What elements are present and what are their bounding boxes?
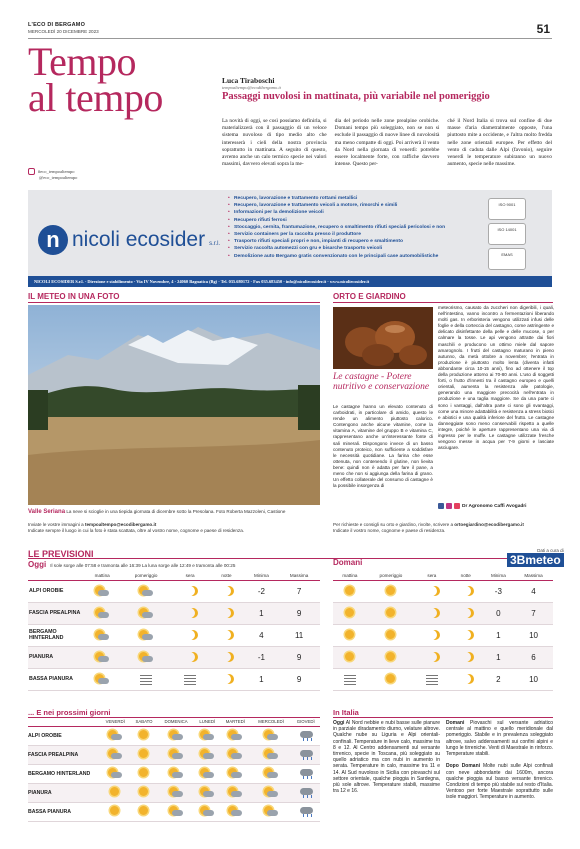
masthead: L'ECO DI BERGAMO [28, 22, 86, 28]
weather-cell [100, 764, 130, 783]
max-temp: 9 [278, 602, 320, 624]
max-temp: 9 [278, 646, 320, 668]
weather-cell [100, 802, 130, 821]
orto-text-left: Le castagne hanno un elevato contenuto di carboidrati, in particolare di amido, questo le rende un alimento piuttosto calorico. Contengono anche alcune vitamine, come la vitamina A, vitamine del gruppo B e vitamina C, rappresentano anche un'interessante fonte di sali minerali. Dispongono invece di un basso contenuto proteico, non sufficiente a soddisfare le necessità quotidiane. La farina che esse ottenuta, non contenendo il glutine, non lievita bene: quindi non è adatta per fare il pane, a meno che non si aggiunga della farina di grano. Un effetto collaterale del consumo di castagne è la possibile insorgenza di [333, 404, 433, 489]
sun-icon [383, 585, 399, 597]
next-days-heading: ... E nei prossimi giorni [28, 708, 111, 717]
max-temp: 10 [514, 668, 553, 690]
today-forecast-table [28, 572, 320, 691]
forecast-row [333, 646, 553, 668]
weather-cell [120, 602, 172, 624]
sun-icon [342, 651, 358, 663]
section-title-line2: al tempo [28, 75, 163, 120]
weather-cell [367, 580, 415, 602]
sun-cloud-icon [227, 805, 243, 817]
section-title [28, 39, 163, 120]
photo-invite: Inviate le vostre immagini a tempoaltempo@ecodibergamo.it Indicate sempre il luogo in cui la foto è stata scattata, oltre al vostro nome, cognome e paese di residenza. [28, 522, 245, 533]
weather-cell [415, 668, 449, 690]
ad-brand: nicoli ecosider [72, 228, 206, 251]
ad-service: • Recupero, lavorazione e trattamento veicoli a motore, rimorchi e simili [228, 202, 478, 209]
rain-icon [298, 729, 314, 741]
weather-cell [120, 624, 172, 646]
max-temp: 4 [514, 580, 553, 602]
sun-icon [383, 651, 399, 663]
ad-service: • Recupero rifiuti ferrosi [228, 217, 478, 224]
next-days-row [28, 745, 320, 764]
sun-cloud-icon [263, 786, 279, 798]
place-name: ALPI OROBIE [28, 726, 100, 745]
italy-column-2: Domani Piovaschi sul versante adriatico centrale al mattino e quello meridionale dal pomeriggio. Stabile e in prevalenza soleggiato altrove, salvo addensamenti sui confini alpini e lungo le tirreniche. Venti di Maestrale in rinforzo. Temperature stabili. Dopo Domani Molte nubi sulle Alpi confinali con neve abbondante dai 1600m, ancora qualche pioggia sul basso versante tirrenico. Condizioni di tempo più stabile sul resto d'Italia. Ventoso per forte Maestrale soprattutto sulle isole maggiori. Temperature in aumento. [446, 720, 553, 801]
fog-icon [424, 673, 440, 685]
weather-cell [333, 624, 367, 646]
sun-icon [107, 786, 123, 798]
moon-icon [424, 651, 440, 663]
next-days-row [28, 783, 320, 802]
invite-email-link[interactable]: tempoaltempo@ecodibergamo.it [84, 522, 157, 527]
col-header: sera [415, 572, 449, 580]
sun-cloud-icon [168, 786, 184, 798]
forecast-row [333, 668, 553, 690]
forecast-row [333, 580, 553, 602]
forecast-row [28, 646, 320, 668]
italy-forecast [333, 720, 553, 801]
next-days-table [28, 718, 320, 822]
next-days-row [28, 802, 320, 821]
moon-icon [218, 585, 234, 597]
col-header: sera [172, 572, 208, 580]
weather-cell [449, 602, 483, 624]
col-header: notte [208, 572, 244, 580]
ad-service: • Servizio containers per la raccolta presso il produttore [228, 231, 478, 238]
weather-cell [449, 624, 483, 646]
weather-cell [84, 580, 120, 602]
weather-cell [84, 646, 120, 668]
sun-cloud-icon [107, 767, 123, 779]
weather-cell [120, 668, 172, 690]
provider-logo [507, 548, 564, 567]
sun-cloud-icon [227, 786, 243, 798]
weather-cell [251, 802, 292, 821]
sun-cloud-icon [94, 651, 110, 663]
sun-icon [342, 585, 358, 597]
ad-service: • Demolizione auto Bergamo gratis convenzionato con le principali case automobilistiche [228, 253, 478, 260]
ad-logo-mark: n [38, 225, 68, 255]
weather-cell [291, 726, 320, 745]
weather-cell [333, 668, 367, 690]
sun-icon [136, 767, 152, 779]
day-header: DOMENICA [158, 718, 195, 726]
instagram-icon [28, 168, 35, 175]
fog-icon [182, 673, 198, 685]
provider-name: 3Bmeteo [507, 553, 564, 567]
weather-cell [208, 624, 244, 646]
issue-date: MERCOLEDÌ 20 DICEMBRE 2023 [28, 29, 99, 34]
sun-cloud-icon [263, 729, 279, 741]
article-author: Luca Tiraboschi [222, 76, 275, 85]
forecast-row [333, 624, 553, 646]
col-header: notte [449, 572, 483, 580]
weather-cell [291, 764, 320, 783]
provider-caption: Dati a cura di [537, 548, 564, 553]
caption-place: Valle Seriana [28, 509, 66, 515]
moon-icon [182, 607, 198, 619]
day-header: MERCOLEDÌ [251, 718, 292, 726]
weather-cell [251, 764, 292, 783]
sun-icon [383, 607, 399, 619]
moon-icon [424, 585, 440, 597]
moon-icon [218, 651, 234, 663]
italy-heading: In Italia [333, 708, 359, 717]
weather-cell [208, 668, 244, 690]
next-days-row [28, 764, 320, 783]
place-name: PIANURA [28, 783, 100, 802]
min-temp: 1 [245, 668, 279, 690]
weather-cell [172, 602, 208, 624]
min-temp: 1 [483, 646, 514, 668]
web-icon [454, 503, 460, 509]
col-header: Minima [483, 572, 514, 580]
sun-cloud-icon [107, 729, 123, 741]
weather-cell [449, 646, 483, 668]
weather-cell [195, 802, 220, 821]
moon-icon [218, 629, 234, 641]
sun-cloud-icon [138, 607, 154, 619]
sun-cloud-icon [138, 651, 154, 663]
weather-cell [195, 764, 220, 783]
min-temp: 1 [245, 602, 279, 624]
col-header: Massima [278, 572, 320, 580]
sun-cloud-icon [94, 673, 110, 685]
weather-cell [251, 783, 292, 802]
sun-cloud-icon [263, 805, 279, 817]
col-header: Massima [514, 572, 553, 580]
moon-icon [458, 651, 474, 663]
weather-cell [220, 802, 251, 821]
min-temp: 1 [483, 624, 514, 646]
twitter-handle: @eco_tempoaltempo [39, 175, 78, 180]
weather-cell [333, 646, 367, 668]
weather-cell [333, 602, 367, 624]
sun-cloud-icon [199, 805, 215, 817]
sun-icon [342, 607, 358, 619]
max-temp: 7 [514, 602, 553, 624]
weather-cell [291, 802, 320, 821]
weather-cell [220, 783, 251, 802]
chestnut-photo [333, 307, 433, 369]
orto-title: Le castagne - Potere nutritivo e conservazione [333, 372, 430, 392]
weather-cell [130, 783, 157, 802]
col-header: pomeriggio [367, 572, 415, 580]
col-header: pomeriggio [120, 572, 172, 580]
weather-cell [415, 624, 449, 646]
max-temp: 11 [278, 624, 320, 646]
instagram-handle: #eco_tempoaltempo [28, 168, 75, 175]
ad-service: • Recupero, lavorazione e trattamento rottami metallici [228, 195, 478, 202]
sun-cloud-icon [168, 805, 184, 817]
certification-badge: ISO 9001 [488, 198, 526, 220]
weather-cell [367, 646, 415, 668]
weather-cell [251, 745, 292, 764]
min-temp: 0 [483, 602, 514, 624]
day-header: SABATO [130, 718, 157, 726]
weather-cell [84, 668, 120, 690]
min-temp: -2 [245, 580, 279, 602]
author-email: tempoaltempo@ecodibergamo.it [222, 85, 281, 90]
sun-cloud-icon [138, 629, 154, 641]
weather-cell [100, 745, 130, 764]
weather-cell [220, 726, 251, 745]
weather-cell [449, 668, 483, 690]
weather-cell [100, 783, 130, 802]
fog-icon [138, 673, 154, 685]
article-column-1: La novità di oggi, se così possiamo definirla, si materializzerà con il passaggio di un veloce sistema nuvoloso di tipo medio alto che interesserà i cieli della nostra provincia soprattutto in mattinata. A seguito di questo, avremo anche un calo termico specie nei valori massimi, davvero elevati sopra la me- [222, 118, 327, 168]
place-name: BASSA PIANURA [28, 668, 84, 690]
day-header: MARTEDÌ [220, 718, 251, 726]
italy-column-1: Oggi Al Nord nebbie e nubi basse sulle pianure in parziale diradamento diurno, velature altrove. Qualche nube su Liguria e Alpi orientali-confinali. Temperature in lieve calo, massime tra 8 e 12. Al Centro addensamenti sul versante tirrenico, specie in Toscana, più soleggiato su quello adriatico ma con nubi in aumento in serata. Temperature in calo, massime tra 11 e 14. Al Sud nuvoloso in Sicilia con piovaschi sul settore orientale, qualche pioggia in Sardegna, più sole altrove. Temperature stabili, massime tra 12 e 16. [333, 720, 440, 795]
sun-icon [136, 786, 152, 798]
sun-cloud-icon [263, 748, 279, 760]
ad-logo [38, 225, 220, 255]
orto-text-right: meteorismo, causato da zuccheri non digeribili, i quali, nell'intestino, vanno incontro a fermentazioni liberando molti gas. In erboristeria vengono utilizzati infusi delle foglie e della corteccia del castagno, come astringente e delicato disinfettante della pelle e delle mucose, o per calmare la tosse. Le api vengono attratte dai fiori maschili e producono un ottimo miele dal sapore amarognolo. I frutti del castagno maturano in pieno autunno, da metà ottobre a novembre; l'entrata in produzione è piuttosto molto lenta (diventa infatti abbondante circa 10-15 anni), fino ad ottenere il top della produzione attorno ai 70-80 anni. L'uso di soggetti forti, o frutto d'innesti tra il castagno europeo e quelli orientali, aumenta la resistenza alle patologie, generando una maggiore precocità nell'entrata in produzione e una taglia maggiore. Se da una parte ci sono i vantaggi, dall'altra parte ci sono gli svantaggi, come una minore adattabilità e resistenza a stress biotici e abiotici e una qualità inferiore del frutto. Le castagne danneggiate sono meno conservabili rispetto a quelle integre, poiché le aperture rappresentano una via di ingresso per le muffe. Le castagne utilizzate fresche vengono messe in acqua per 7-9 giorni e lasciate asciugare. [438, 305, 554, 451]
weather-cell [172, 668, 208, 690]
weather-cell [130, 745, 157, 764]
certification-badge: ISO 14001 [488, 223, 526, 245]
ad-footer: NICOLI ECOSIDER S.r.l. - Direzione e stabilimento - Via IV Novembre, 4 - 24060 Bagnatica (Bg) - Tel. 035.680172 - Fax 035.683450 - info@nicoliecosider.it - www.nicoliecosider.it [28, 276, 552, 287]
min-temp: 4 [245, 624, 279, 646]
weather-cell [195, 745, 220, 764]
forecast-heading: LE PREVISIONI [28, 549, 94, 559]
place-name: FASCIA PREALPINA [28, 602, 84, 624]
moon-icon [182, 651, 198, 663]
moon-icon [458, 629, 474, 641]
sun-cloud-icon [199, 748, 215, 760]
ad-brand-suffix: s.r.l. [209, 241, 221, 247]
rain-icon [298, 805, 314, 817]
weather-cell [158, 726, 195, 745]
min-temp: -3 [483, 580, 514, 602]
weather-cell [130, 802, 157, 821]
moon-icon [458, 585, 474, 597]
day-header: GIOVEDÌ [291, 718, 320, 726]
weather-cell [333, 580, 367, 602]
place-name: BASSA PIANURA [28, 802, 100, 821]
today-header [28, 560, 235, 569]
day-header: VENERDÌ [100, 718, 130, 726]
weather-cell [84, 624, 120, 646]
place-name: BERGAMO HINTERLAND [28, 764, 100, 783]
sun-cloud-icon [107, 748, 123, 760]
orto-email-link[interactable]: ortoegiardino@ecodibergamo.it [454, 522, 524, 527]
ad-services [228, 195, 478, 260]
place-name: FASCIA PREALPINA [28, 745, 100, 764]
caption-text: La neve si scioglie in una tiepida giornata di dicembre sotto la Presolana. Foto Roberta Mazzoleni, Castione [66, 509, 286, 514]
chestnut-illustration [333, 307, 433, 369]
weather-cell [449, 580, 483, 602]
moon-icon [218, 607, 234, 619]
weather-cell [208, 580, 244, 602]
forecast-row [28, 602, 320, 624]
sun-icon [383, 629, 399, 641]
section-rule [333, 302, 553, 303]
ad-service: • Stoccaggio, cernita, frantumazione, recupero o smaltimento rifiuti speciali pericolosi e non [228, 224, 478, 231]
max-temp: 9 [278, 668, 320, 690]
weather-cell [130, 764, 157, 783]
ad-service: • Informazioni per la demolizione veicoli [228, 209, 478, 216]
moon-icon [458, 607, 474, 619]
weather-cell [195, 783, 220, 802]
moon-icon [182, 629, 198, 641]
sun-cloud-icon [227, 729, 243, 741]
weather-cell [195, 726, 220, 745]
weather-cell [415, 580, 449, 602]
article-column-3: ché il Nord Italia si trova sul confine di due masse d'aria diametralmente opposte, l'una piuttosto mite a occidente, e l'altra molto fredda nelle zone orientali europee. Per effetto del vento di caduta dalle Alpi (favonio), seguire venerdì le temperature subiranno un nuovo aumento, specie nelle massime. [447, 118, 553, 168]
instagram-icon [446, 503, 452, 509]
max-temp: 10 [514, 624, 553, 646]
col-header: mattina [333, 572, 367, 580]
sun-icon [136, 729, 152, 741]
forecast-row [28, 668, 320, 690]
place-name: BERGAMO HINTERLAND [28, 624, 84, 646]
tomorrow-forecast-table [333, 572, 553, 691]
article-headline: Passaggi nuvolosi in mattinata, più variabile nel pomeriggio [222, 91, 490, 102]
weather-cell [120, 646, 172, 668]
weather-cell [130, 726, 157, 745]
forecast-row [333, 602, 553, 624]
photo-caption [28, 509, 320, 515]
sun-cloud-icon [199, 767, 215, 779]
weather-cell [172, 646, 208, 668]
today-label: Oggi [28, 560, 47, 569]
moon-icon [424, 629, 440, 641]
meteo-foto-heading: IL METEO IN UNA FOTO [28, 292, 120, 301]
moon-icon [458, 673, 474, 685]
weather-cell [158, 783, 195, 802]
facebook-icon [438, 503, 444, 509]
place-name: ALPI OROBIE [28, 580, 84, 602]
weather-cell [84, 602, 120, 624]
orto-invite: Per richieste e consigli su orto e giardino, rivolte, scrivere a ortoegiardino@ecodibergamo.it Indicate il vostro nome, cognome e paese di residenza. [333, 522, 524, 533]
col-header: Minima [245, 572, 279, 580]
rain-icon [298, 748, 314, 760]
sun-icon [342, 629, 358, 641]
moon-icon [182, 585, 198, 597]
weather-cell [158, 764, 195, 783]
weather-cell [220, 764, 251, 783]
moon-icon [424, 607, 440, 619]
article-column-2: dia del periodo nelle zone prealpine orobiche. Domani tempo più soleggiato, non se non si esclude il passaggio di nuove linee di nuvolosità ma meno compatte di oggi. Poi arriverà il vento da Nord nella giornata di venerdì: potrebbe essere localmente forte, con raffiche davvero intense. Questo per- [334, 118, 440, 168]
orto-heading: ORTO E GIARDINO [333, 292, 406, 301]
sun-cloud-icon [227, 748, 243, 760]
sun-cloud-icon [94, 607, 110, 619]
max-temp: 6 [514, 646, 553, 668]
col-header: mattina [84, 572, 120, 580]
sun-cloud-icon [199, 729, 215, 741]
landscape-illustration [28, 305, 320, 505]
weather-cell [291, 745, 320, 764]
weather-cell [172, 624, 208, 646]
sun-cloud-icon [168, 729, 184, 741]
next-days-row [28, 726, 320, 745]
rain-icon [298, 786, 314, 798]
sun-icon [383, 673, 399, 685]
sun-cloud-icon [227, 767, 243, 779]
moon-icon [218, 673, 234, 685]
weather-cell [100, 726, 130, 745]
sun-moon-info: Il sole sorge alle 07:58 e tramonta alle 16:39 La luna sorge alle 12:49 e tramonta alle 00:25 [50, 563, 236, 568]
sun-cloud-icon [168, 748, 184, 760]
sun-icon [136, 805, 152, 817]
page-number: 51 [536, 22, 550, 36]
ad-service: • Trasporto rifiuti speciali propri e non, impianti di recupero e smaltimento [228, 238, 478, 245]
weather-cell [415, 646, 449, 668]
weather-cell [415, 602, 449, 624]
weather-cell [367, 668, 415, 690]
section-rule [28, 302, 320, 303]
day-header: LUNEDÌ [195, 718, 220, 726]
sun-icon [107, 805, 123, 817]
max-temp: 7 [278, 580, 320, 602]
section-rule [28, 558, 552, 559]
weather-cell [208, 646, 244, 668]
weather-cell [120, 580, 172, 602]
min-temp: 2 [483, 668, 514, 690]
weather-cell [158, 745, 195, 764]
weather-cell [367, 624, 415, 646]
sun-cloud-icon [168, 767, 184, 779]
section-rule [333, 717, 553, 718]
weather-cell [208, 602, 244, 624]
forecast-row [28, 624, 320, 646]
section-title-line1: Tempo [28, 39, 137, 84]
sun-cloud-icon [138, 585, 154, 597]
agronomist-signature: Dr Agronomo Caffi Avogadri [438, 503, 554, 509]
weather-cell [172, 580, 208, 602]
weather-cell [367, 602, 415, 624]
min-temp: -1 [245, 646, 279, 668]
article-body [222, 118, 552, 188]
sun-cloud-icon [263, 767, 279, 779]
weather-cell [220, 745, 251, 764]
weather-cell [291, 783, 320, 802]
meteo-photo [28, 305, 320, 505]
sun-icon [136, 748, 152, 760]
sun-cloud-icon [199, 786, 215, 798]
certification-badge: EMAS [488, 248, 526, 270]
tomorrow-label: Domani [333, 558, 363, 567]
weather-cell [158, 802, 195, 821]
sun-cloud-icon [94, 585, 110, 597]
sun-cloud-icon [94, 629, 110, 641]
rain-icon [298, 767, 314, 779]
fog-icon [342, 673, 358, 685]
place-name: PIANURA [28, 646, 84, 668]
forecast-row [28, 580, 320, 602]
weather-cell [251, 726, 292, 745]
ad-service: • Servizio raccolta automezzi con gru e bisarche trasporto veicoli [228, 245, 478, 252]
